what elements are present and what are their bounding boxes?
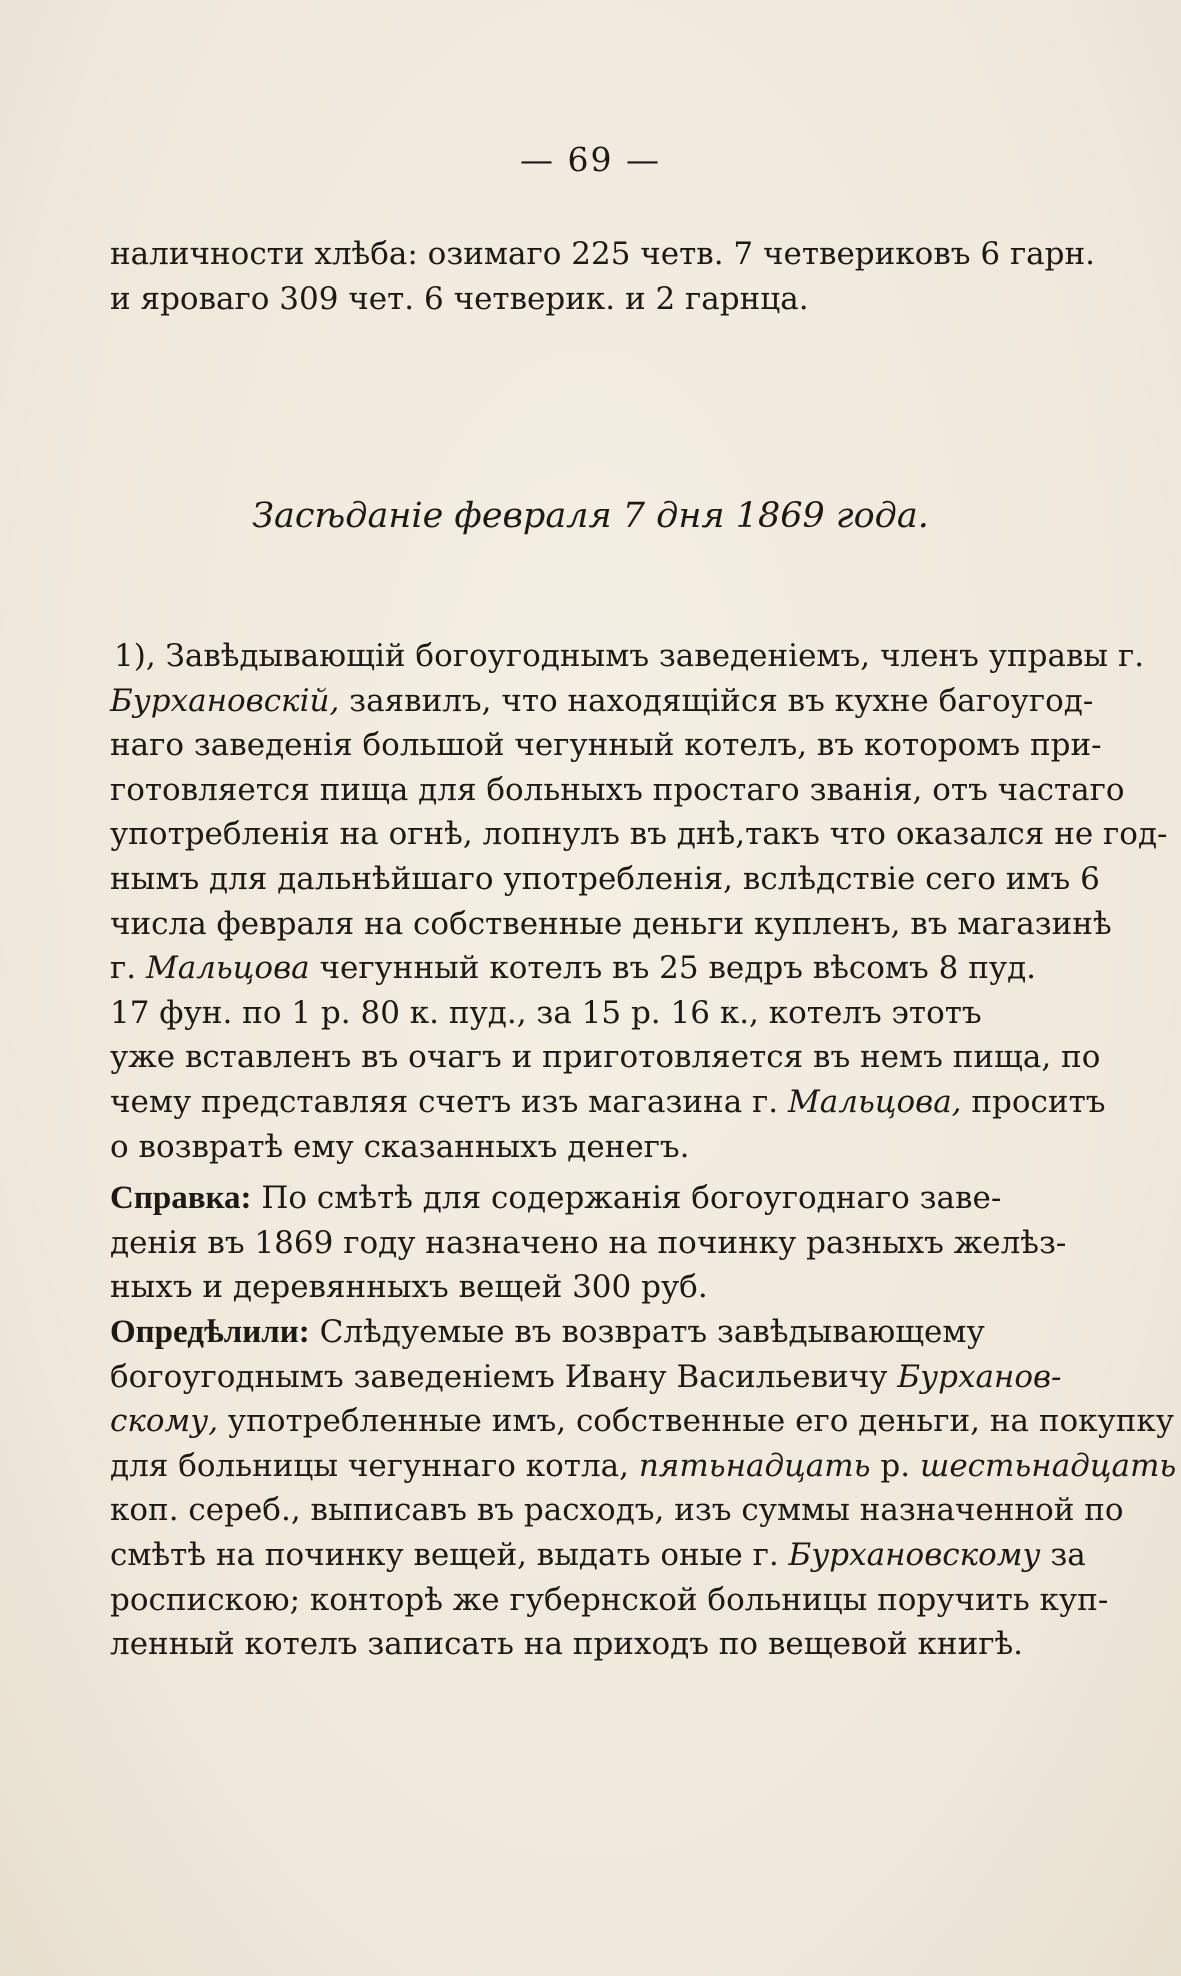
- text-line: [110, 1080, 1106, 1125]
- text-line: денія въ 1869 году назначено на починку разныхъ желѣз-: [110, 1224, 1067, 1261]
- text-line: употребленія на огнѣ, лопнулъ въ днѣ,такъ что оказался не год-: [110, 816, 1168, 853]
- text-line: готовляется пища для больныхъ простаго званія, отъ частаго: [110, 771, 1125, 808]
- text-line: ленный котелъ записать на приходъ по вещевой книгѣ.: [110, 1626, 1024, 1663]
- text-span: проситъ: [961, 1083, 1106, 1120]
- text-line: роспискою; конторѣ же губернской больницы поручить куп-: [110, 1581, 1109, 1618]
- text-span: для больницы чегуннаго котла,: [110, 1447, 639, 1484]
- text-line: [110, 946, 1037, 991]
- text-line: и яроваго 309 чет. 6 четверик. и 2 гарнца.: [110, 280, 809, 317]
- person-name: Мальцова,: [788, 1083, 962, 1120]
- text-span: смѣтѣ на починку вещей, выдать оные г.: [110, 1536, 789, 1573]
- text-line: ныхъ и деревянныхъ вещей 300 руб.: [110, 1269, 708, 1306]
- text-line: [110, 634, 1145, 679]
- text-span: богоугоднымъ заведеніемъ Ивану Васильевичу: [110, 1358, 898, 1395]
- text-span: По смѣтѣ для содержанія богоугоднаго заве-: [251, 1180, 1002, 1216]
- item-1-paragraph: [110, 634, 1168, 1169]
- text-line: [110, 1533, 1086, 1578]
- person-name: скому,: [110, 1403, 219, 1440]
- amount-words: шестьнадцать: [919, 1447, 1177, 1484]
- text-span: употребленные имъ, собственные его деньги, на покупку: [218, 1403, 1175, 1440]
- text-span: чему представляя счетъ изъ магазина г.: [110, 1083, 789, 1120]
- opredelili-label: Опредѣлили:: [110, 1314, 310, 1350]
- text-line: [110, 1176, 1002, 1221]
- text-line: уже вставленъ въ очагъ и приготовляется въ немъ пища, по: [110, 1039, 1101, 1076]
- text-line: [110, 1399, 1175, 1444]
- person-name: Бурханов-: [897, 1358, 1062, 1395]
- text-line: [110, 1310, 985, 1355]
- person-name: Бурхановскому: [788, 1536, 1041, 1573]
- spravka-label: Справка:: [110, 1180, 252, 1216]
- spravka-paragraph: [110, 1176, 1067, 1310]
- item-1-text: 1), Завѣдывающій богоугоднымъ заведеніемъ, членъ управы г.: [114, 638, 1145, 674]
- text-line: 17 фун. по 1 р. 80 к. пуд., за 15 р. 16 к., котелъ этотъ: [110, 994, 982, 1031]
- text-line: [110, 1355, 1062, 1400]
- text-span: г.: [110, 950, 146, 987]
- text-span: заявилъ, что находящійся въ кухне багоугод-: [339, 682, 1094, 719]
- text-span: за: [1040, 1536, 1086, 1573]
- opredelili-paragraph: [110, 1310, 1177, 1667]
- text-span: р.: [870, 1447, 920, 1484]
- section-heading: Засѣданіе февраля 7 дня 1869 года.: [252, 496, 929, 536]
- text-line: нымъ для дальнѣйшаго употребленія, вслѣдствіе сего имъ 6: [110, 860, 1100, 897]
- intro-paragraph: [110, 232, 1096, 321]
- text-span: Слѣдуемые въ возвратъ завѣдывающему: [309, 1314, 985, 1350]
- page-number: — 69 —: [520, 140, 661, 179]
- text-span: чегунный котелъ въ 25 ведръ вѣсомъ 8 пуд.: [309, 950, 1037, 987]
- text-line: [110, 679, 1094, 724]
- text-line: наличности хлѣба: озимаго 225 четв. 7 четвериковъ 6 гарн.: [110, 236, 1096, 272]
- person-name: Бурхановскій,: [110, 682, 340, 719]
- text-line: [110, 1444, 1177, 1489]
- amount-words: пятьнадцать: [638, 1447, 871, 1484]
- text-line: о возвратѣ ему сказанныхъ денегъ.: [110, 1128, 690, 1165]
- person-name: Мальцова: [145, 950, 310, 987]
- text-line: числа февраля на собственные деньги купленъ, въ магазинѣ: [110, 905, 1112, 942]
- text-line: наго заведенія большой чегунный котелъ, въ которомъ при-: [110, 727, 1102, 764]
- text-line: коп. сереб., выписавъ въ расходъ, изъ суммы назначенной по: [110, 1492, 1124, 1529]
